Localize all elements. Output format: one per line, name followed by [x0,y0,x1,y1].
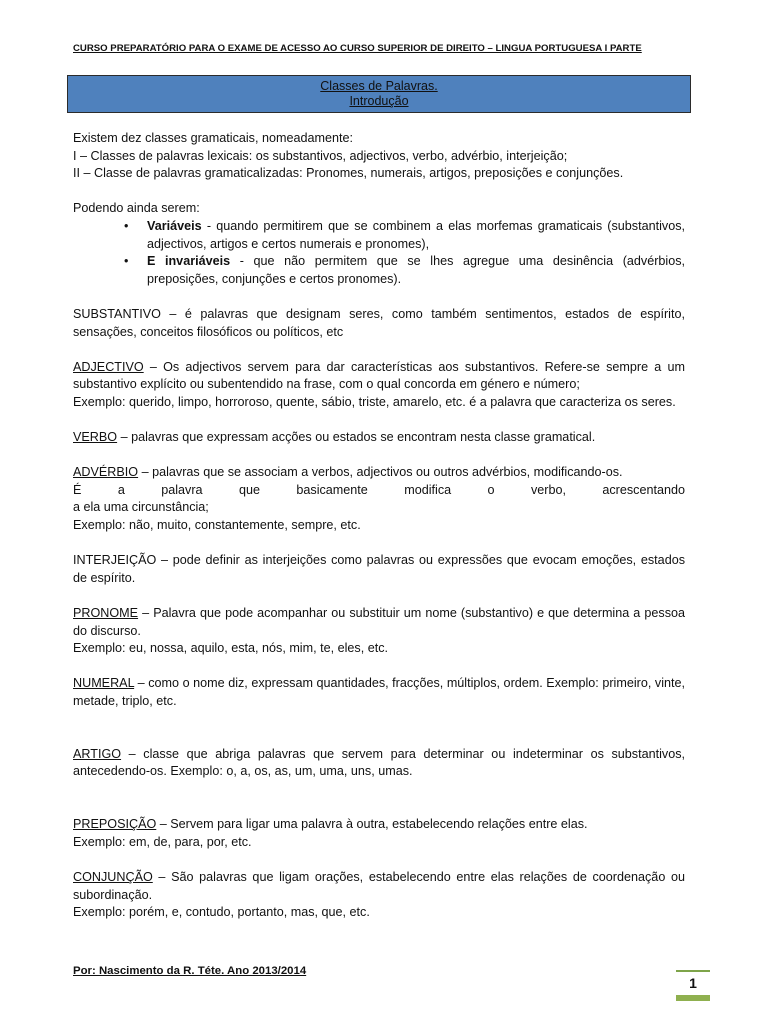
section-verbo [73,429,685,447]
text-substantivo: – é palavras que designam seres, como também sentimentos, estados de espírito, sensações, conceitos filosóficos ou políticos, etc [73,306,685,339]
section-substantivo [73,306,685,341]
podendo-lead: Podendo ainda serem: [73,201,200,216]
text-verbo: – palavras que expressam acções ou estados se encontram nesta classe gramatical. [117,430,596,445]
term-adjectivo: ADJECTIVO [73,359,144,374]
variability-list [73,218,685,288]
term-numeral: NUMERAL [73,676,135,691]
page-number: 1 [689,975,697,991]
text-preposicao: – Servem para ligar uma palavra à outra, estabelecendo relações entre elas. [156,817,588,832]
text-numeral: – como o nome diz, expressam quantidades, fracções, múltiplos, ordem. Exemplo: primeiro, vinte, metade, triplo, etc. [73,676,685,708]
bullet-icon: • [124,254,129,269]
title-line-2: Introdução [349,94,409,108]
term-verbo: VERBO [73,430,118,445]
example-conjuncao: Exemplo: porém, e, contudo, portanto, mas, que, etc. [73,905,370,920]
section-artigo [73,746,685,781]
section-interjeicao [73,552,685,587]
text-invariaveis: - que não permitem que se lhes agregue uma desinência (advérbios, preposições, conjunções e certos pronomes). [147,254,685,286]
bullet-icon: • [124,218,129,233]
page-number-bar [676,995,710,1001]
example-preposicao: Exemplo: em, de, para, por, etc. [73,834,252,849]
term-conjuncao: CONJUNÇÃO [73,869,153,884]
term-pronome: PRONOME [73,606,139,621]
title-box [67,75,691,113]
adverbio-line-3: a ela uma circunstância; [73,500,209,515]
example-adverbio: Exemplo: não, muito, constantemente, sempre, etc. [73,518,361,533]
title-line-1: Classes de Palavras. [320,79,438,93]
term-variaveis: Variáveis [147,218,202,233]
intro-line-2: I – Classes de palavras lexicais: os substantivos, adjectivos, verbo, advérbio, interjeição; [73,148,568,163]
document-header: CURSO PREPARATÓRIO PARA O EXAME DE ACESSO AO CURSO SUPERIOR DE DIREITO – LINGUA PORTUGUESA I PARTE [73,43,642,54]
text-adjectivo: – Os adjectivos servem para dar características aos substantivos. Refere-se sempre a um substantivo explícito ou subentendido na frase, com o qual concorda em género e número; [73,359,685,392]
text-conjuncao: – São palavras que ligam orações, estabelecendo entre elas relações de coordenação ou subordinação. [73,869,685,902]
footer-author: Por: Nascimento da R. Téte. Ano 2013/2014 [73,965,307,977]
term-artigo: ARTIGO [73,746,122,761]
intro-line-3: II – Classe de palavras gramaticalizadas: Pronomes, numerais, artigos, preposições e conjunções. [73,166,624,181]
intro-line-1: Existem dez classes gramaticais, nomeadamente: [73,131,353,145]
list-item-invariaveis [73,253,685,288]
adverbio-line-2: É a palavra que basicamente modifica o verbo, acrescentando [73,482,685,497]
section-conjuncao [73,869,685,904]
term-preposicao: PREPOSIÇÃO [73,817,157,832]
term-invariaveis: E invariáveis [147,254,231,269]
example-adjectivo: Exemplo: querido, limpo, horroroso, quente, sábio, triste, amarelo, etc. é a palavra que caracteriza os seres. [73,394,676,409]
text-interjeicao: – pode definir as interjeições como palavras ou expressões que evocam emoções, estados de espírito. [73,553,685,585]
text-artigo: – classe que abriga palavras que servem para determinar ou indeterminar os substantivos, antecedendo-os. Exemplo: o, a, os, as, um, uma, uns, umas. [73,746,685,779]
section-adverbio [73,464,685,482]
page-number-rule [676,970,710,972]
text-adverbio: – palavras que se associam a verbos, adjectivos ou outros advérbios, modificando-os. [138,465,623,480]
term-interjeicao: INTERJEIÇÃO [73,553,157,568]
term-adverbio: ADVÉRBIO [73,465,139,480]
term-substantivo: SUBSTANTIVO [73,306,161,321]
text-variaveis: - quando permitirem que se combinem a elas morfemas gramaticais (substantivos, adjectivos, artigos e certos numerais e pronomes), [147,218,685,251]
text-pronome: – Palavra que pode acompanhar ou substituir um nome (substantivo) e que determina a pessoa do discurso. [73,606,685,638]
example-pronome: Exemplo: eu, nossa, aquilo, esta, nós, mim, te, eles, etc. [73,641,388,656]
section-numeral [73,675,685,710]
list-item-variaveis [73,218,685,253]
document-body [73,130,685,922]
section-pronome [73,605,685,640]
section-adjectivo [73,359,685,394]
section-preposicao [73,816,685,834]
